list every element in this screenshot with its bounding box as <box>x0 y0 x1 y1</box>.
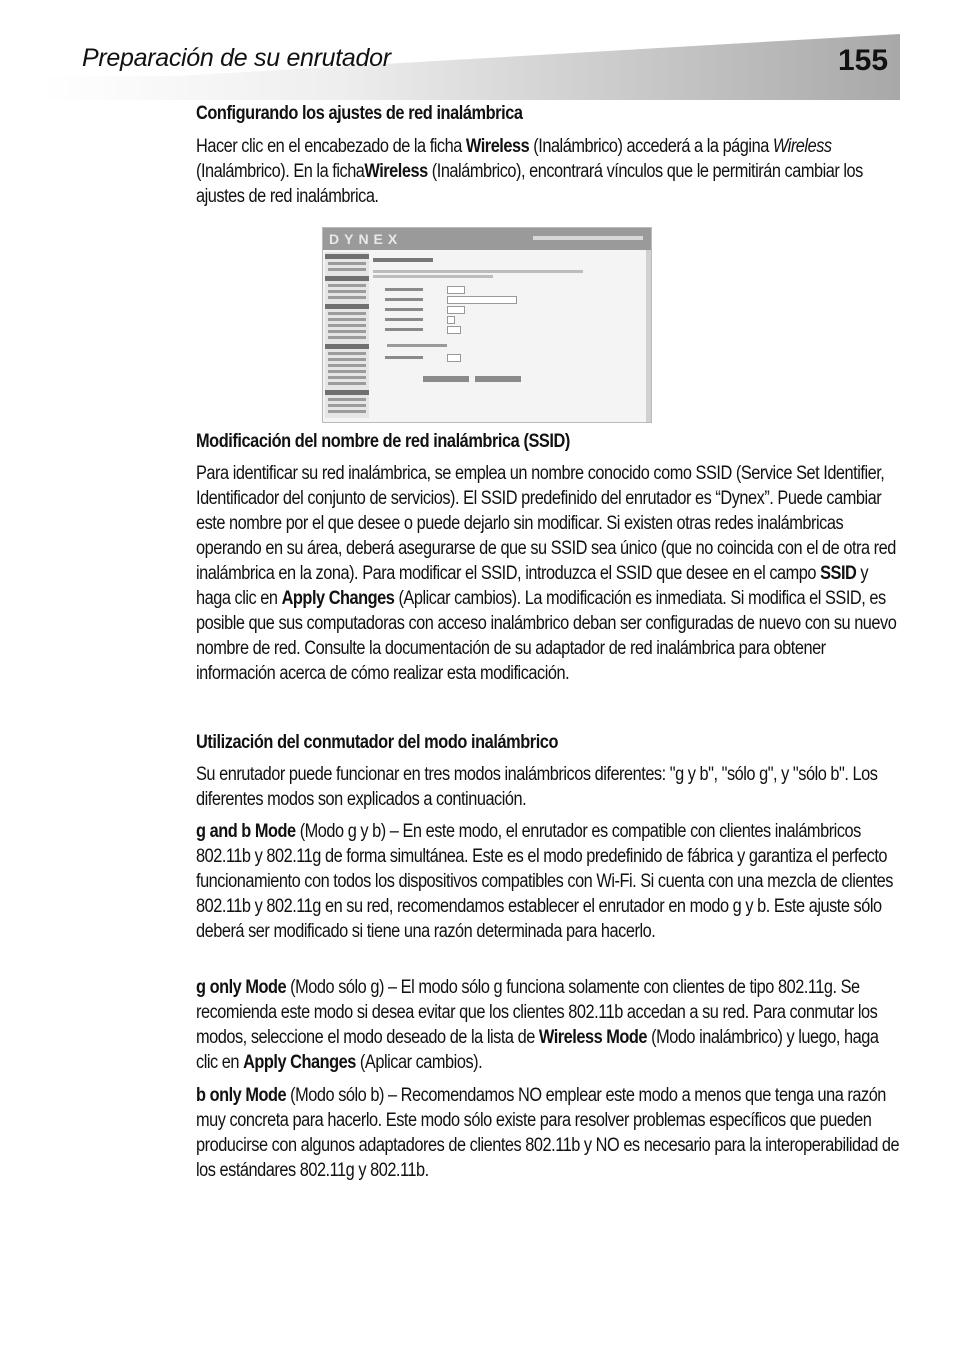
bold-run: SSID <box>820 563 857 584</box>
paragraph-g-and-b-mode <box>196 819 899 944</box>
sidebar-row <box>328 318 366 321</box>
paragraph-g-only-mode <box>196 975 899 1075</box>
section-heading-wireless-settings <box>196 101 899 126</box>
screenshot-button <box>423 376 469 382</box>
text-run: y haga clic en <box>196 563 869 609</box>
sidebar-block <box>325 254 369 259</box>
screenshot-field <box>447 286 465 294</box>
screenshot-field-label <box>385 288 423 291</box>
sidebar-row <box>328 404 366 407</box>
screenshot-field <box>447 306 465 314</box>
screenshot-scrollbar <box>646 250 651 422</box>
text-run: (Inalámbrico), encontrará vínculos que le permitirán cambiar los ajustes de red inalámbrica. <box>196 161 863 207</box>
sidebar-row <box>328 296 366 299</box>
section-heading-wireless-mode <box>196 730 899 755</box>
screenshot-field-label <box>385 318 423 321</box>
dynex-logo: DYNEX <box>329 231 403 247</box>
screenshot-sidebar <box>325 252 369 418</box>
text-run: (Modo g y b) – En este modo, el enrutador es compatible con clientes inalámbricos 802.11b y 802.11g de forma simultánea. Este es el modo predefinido de fábrica y garantiza el perfecto funcionamiento con todos los dispositivos compatibles con Wi-Fi. Si cuenta con una mezcla de clientes 802.11b y 802.11g en su red, recomendamos establecer el enrutador en modo g y b. Este ajuste sólo deberá ser modificado si tiene una razón determinada para hacerlo. <box>196 821 893 942</box>
paragraph-ssid <box>196 461 899 686</box>
screenshot-button <box>475 376 521 382</box>
screenshot-header-bar <box>323 228 651 250</box>
bold-run: b only Mode <box>196 1085 287 1106</box>
screenshot-subheading <box>387 344 447 347</box>
sidebar-row <box>328 268 366 271</box>
sidebar-row <box>328 352 366 355</box>
sidebar-row <box>328 330 366 333</box>
screenshot-field-label <box>385 298 423 301</box>
paragraph-modes-intro <box>196 762 899 812</box>
bold-run: Wireless <box>465 136 530 157</box>
sidebar-row <box>328 284 366 287</box>
sidebar-row <box>328 382 366 385</box>
sidebar-block <box>325 304 369 309</box>
bold-run: g and b Mode <box>196 821 296 842</box>
screenshot-top-links <box>533 236 643 240</box>
italic-run: Wireless <box>772 136 832 157</box>
screenshot-text-line <box>373 275 493 278</box>
sidebar-row <box>328 312 366 315</box>
text-run: Su enrutador puede funcionar en tres modos inalámbricos diferentes: "g y b", "sólo g", y "sólo b". Los diferentes modos son explicados a continuación. <box>196 764 878 810</box>
text-run: (Inalámbrico). En la ficha <box>196 161 365 182</box>
sidebar-block <box>325 390 369 395</box>
router-screenshot <box>322 227 652 423</box>
sidebar-row <box>328 398 366 401</box>
page-number: 155 <box>838 44 889 77</box>
sidebar-row <box>328 370 366 373</box>
sidebar-row <box>328 364 366 367</box>
heading-text: Configurando los ajustes de red inalámbrica <box>196 103 523 124</box>
bold-run: Apply Changes <box>281 588 395 609</box>
section-heading-ssid <box>196 429 899 454</box>
running-title: Preparación de su enrutador <box>82 44 391 72</box>
sidebar-row <box>328 262 366 265</box>
heading-text: Utilización del conmutador del modo inalámbrico <box>196 732 559 753</box>
screenshot-field <box>447 354 461 362</box>
bold-run: Wireless Mode <box>538 1027 648 1048</box>
text-run: Para identificar su red inalámbrica, se emplea un nombre conocido como SSID (Service Set Identifier, Identificador del conjunto de servicios). El SSID predefinido del enrutador es “Dynex”. Puede cambiar este nombre por el que desee o puede dejarlo sin modificar. Si existen otras redes inalámbricas operando en su área, deberá asegurarse de que su SSID sea único (que no coincida con el de otra red inalámbrica en la zona). Para modificar el SSID, introduzca el SSID que desee en el campo <box>196 463 896 584</box>
text-run: (Modo inalámbrico) y luego, haga clic en <box>196 1027 879 1073</box>
screenshot-field-label <box>385 328 423 331</box>
sidebar-row <box>328 358 366 361</box>
screenshot-text-line <box>373 270 583 273</box>
sidebar-block <box>325 276 369 281</box>
screenshot-field <box>447 316 455 324</box>
page-header <box>0 0 954 110</box>
sidebar-row <box>328 410 366 413</box>
paragraph-b-only-mode <box>196 1083 899 1183</box>
bold-run: Wireless <box>364 161 428 182</box>
sidebar-row <box>328 290 366 293</box>
screenshot-field-label <box>385 356 423 359</box>
screenshot-field <box>447 296 517 304</box>
text-run: (Modo sólo g) – El modo sólo g funciona solamente con clientes de tipo 802.11g. Se recomienda este modo si desea evitar que los clientes 802.11b accedan a su red. Para conmutar los modos, seleccione el modo deseado de la lista de <box>196 977 878 1048</box>
sidebar-row <box>328 376 366 379</box>
bold-run: g only Mode <box>196 977 287 998</box>
text-run: (Inalámbrico) accederá a la página <box>529 136 773 157</box>
screenshot-field-label <box>385 308 423 311</box>
text-run: (Aplicar cambios). La modificación es inmediata. Si modifica el SSID, es posible que sus computadoras con acceso inalámbrico deban ser configuradas de nuevo con su nuevo nombre de red. Consulte la documentación de su adaptador de red inalámbrica para obtener información acerca de cómo realizar esta modificación. <box>196 588 897 684</box>
screenshot-field <box>447 326 461 334</box>
paragraph-wireless-intro <box>196 134 899 209</box>
heading-text: Modificación del nombre de red inalámbrica (SSID) <box>196 431 570 452</box>
sidebar-row <box>328 324 366 327</box>
screenshot-page-title <box>373 258 433 262</box>
sidebar-row <box>328 336 366 339</box>
text-run: (Aplicar cambios). <box>355 1052 483 1073</box>
bold-run: Apply Changes <box>243 1052 356 1073</box>
text-run: (Modo sólo b) – Recomendamos NO emplear este modo a menos que tenga una razón muy concreta para hacerlo. Este modo sólo existe para resolver problemas específicos que pueden producirse con algunos adaptadores de clientes 802.11b y NO es necesario para la interoperabilidad de los estándares 802.11g y 802.11b. <box>196 1085 900 1181</box>
text-run: Hacer clic en el encabezado de la ficha <box>196 136 466 157</box>
sidebar-block <box>325 344 369 349</box>
